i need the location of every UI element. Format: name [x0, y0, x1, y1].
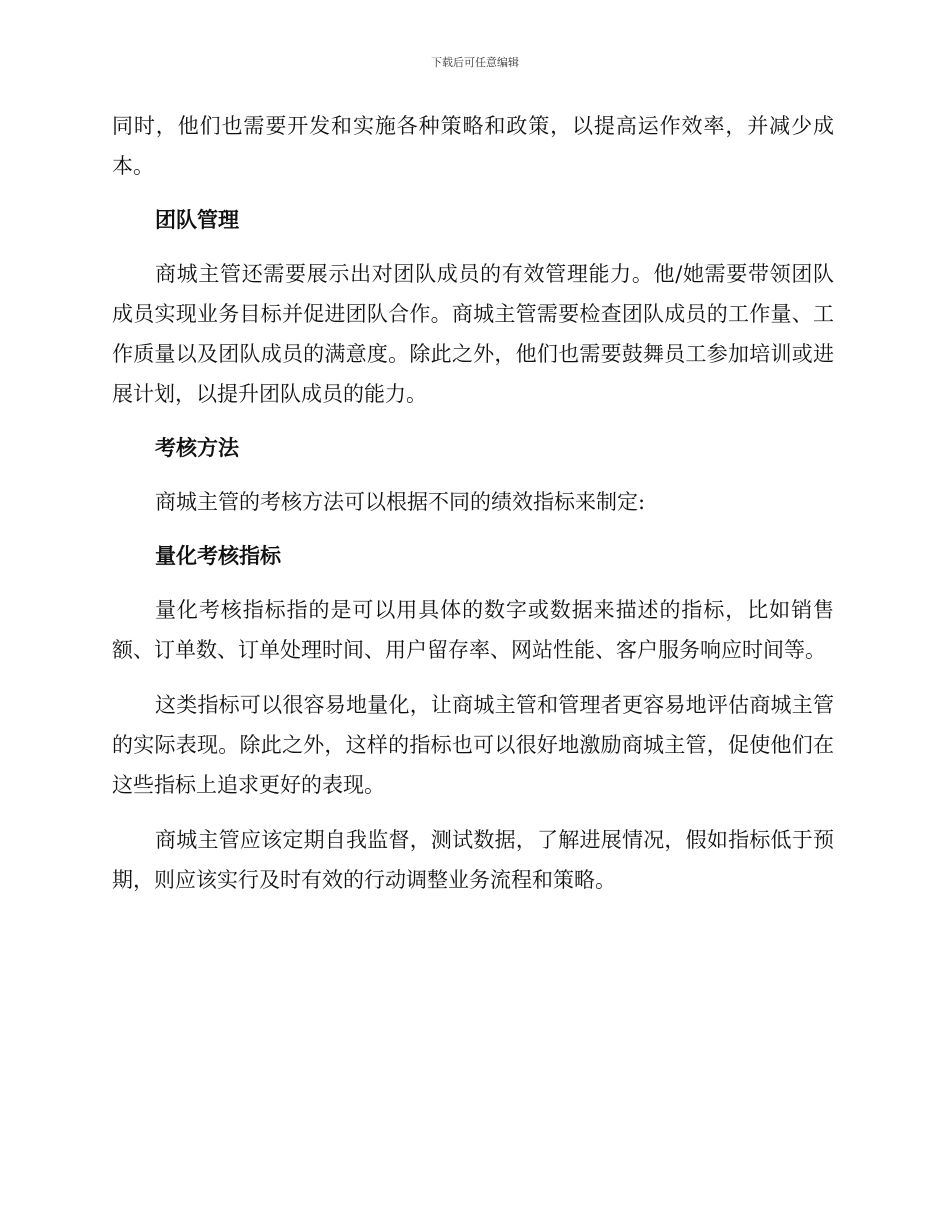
document-body — [112, 106, 834, 900]
paragraph-quantitative-benefits: 这类指标可以很容易地量化，让商城主管和管理者更容易地评估商城主管的实际表现。除此之外，这样的指标也可以很好地激励商城主管，促使他们在这些指标上追求更好的表现。 — [112, 693, 834, 797]
paragraph-quantitative-definition: 量化考核指标指的是可以用具体的数字或数据来描述的指标，比如销售额、订单数、订单处理时间、用户留存率、网站性能、客户服务响应时间等。 — [112, 598, 834, 662]
paragraph-efficiency: 同时，他们也需要开发和实施各种策略和政策，以提高运作效率，并减少成本。 — [112, 114, 834, 178]
page-header: 下载后可任意编辑 — [431, 56, 519, 69]
heading-team-management: 团队管理 — [155, 208, 239, 232]
paragraph-team-management: 商城主管还需要展示出对团队成员的有效管理能力。他/她需要带领团队成员实现业务目标并促进团队合作。商城主管需要检查团队成员的工作量、工作质量以及团队成员的满意度。除此之外，他们也需要鼓舞员工参加培训或进展计划，以提升团队成员的能力。 — [112, 262, 834, 406]
paragraph-assessment-intro: 商城主管的考核方法可以根据不同的绩效指标来制定: — [155, 490, 646, 514]
heading-quantitative-indicators: 量化考核指标 — [155, 544, 281, 568]
paragraph-self-monitoring: 商城主管应该定期自我监督，测试数据，了解进展情况，假如指标低于预期，则应该实行及时有效的行动调整业务流程和策略。 — [112, 828, 834, 892]
heading-assessment-method: 考核方法 — [155, 436, 239, 460]
